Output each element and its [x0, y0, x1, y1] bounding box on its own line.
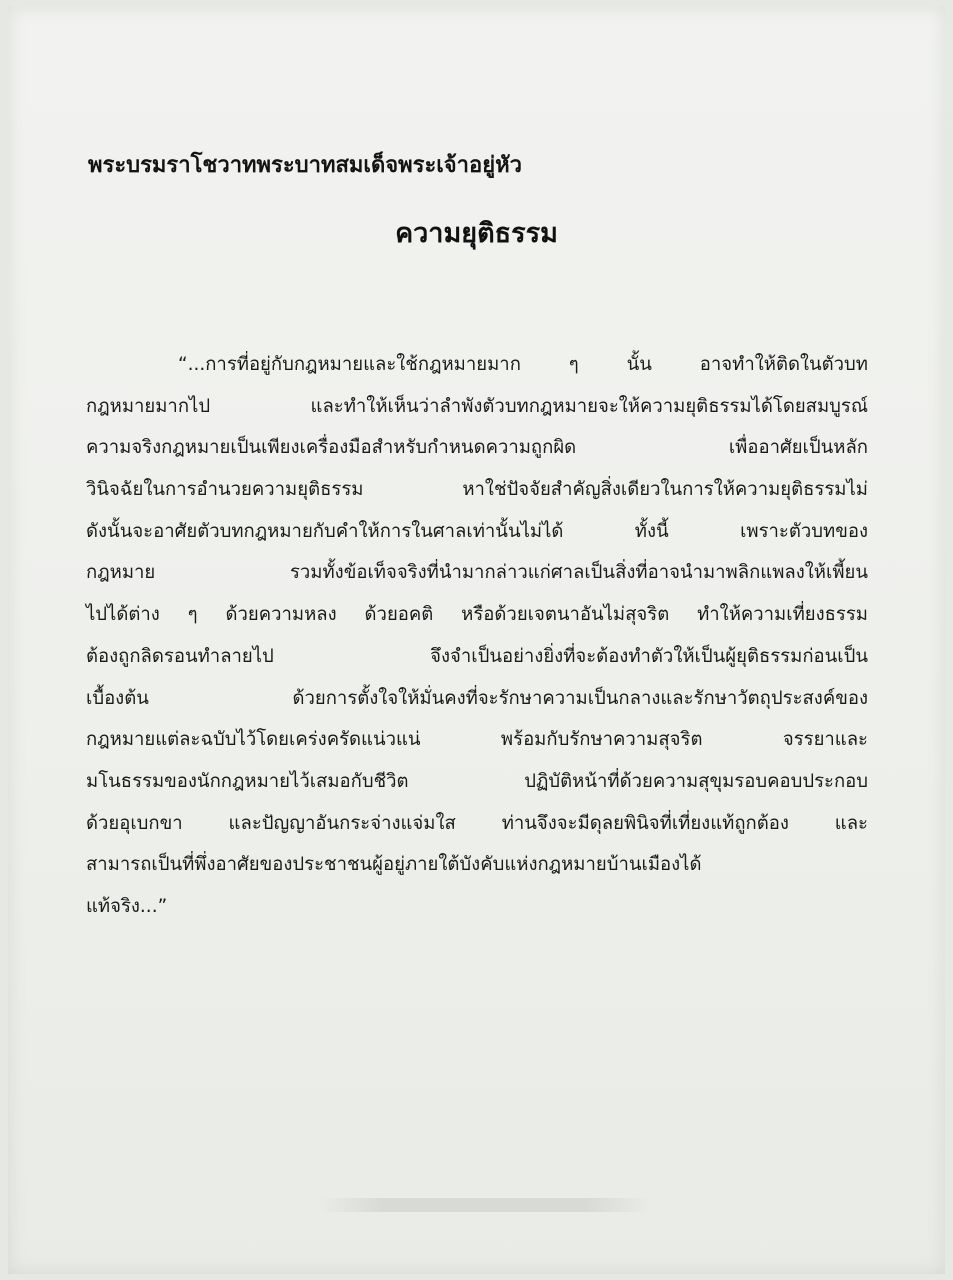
body-line: กฎหมายแต่ละฉบับไว้โดยเคร่งครัดแน่วแน่ พร้อมกับรักษาความสุจริต จรรยาและ — [86, 729, 868, 751]
faded-footer-mark — [320, 1198, 650, 1212]
speech-body — [86, 344, 868, 928]
body-line: ไปได้ต่าง ๆ ด้วยความหลง ด้วยอคติ หรือด้วยเจตนาอันไม่สุจริต ทำให้ความเที่ยงธรรม — [86, 604, 868, 626]
body-line: ความจริงกฎหมายเป็นเพียงเครื่องมือสำหรับกำหนดความถูกผิด เพื่ออาศัยเป็นหลัก — [86, 437, 868, 459]
document-page — [8, 6, 945, 1274]
body-line: มโนธรรมของนักกฎหมายไว้เสมอกับชีวิต ปฏิบัติหน้าที่ด้วยความสุขุมรอบคอบประกอบ — [86, 770, 868, 792]
body-line-last: แท้จริง...” — [86, 895, 168, 917]
body-line: เบื้องต้น ด้วยการตั้งใจให้มั่นคงที่จะรักษาความเป็นกลางและรักษาวัตถุประสงค์ของ — [86, 687, 868, 709]
body-line: ดังนั้นจะอาศัยตัวบทกฎหมายกับคำให้การในศาลเท่านั้นไม่ได้ ทั้งนี้ เพราะตัวบทของ — [86, 520, 868, 542]
body-line: “...การที่อยู่กับกฎหมายและใช้กฎหมายมาก ๆ นั้น อาจทำให้ติดในตัวบท — [178, 354, 868, 375]
body-line: สามารถเป็นที่พึ่งอาศัยของประชาชนผู้อยู่ภายใต้บังคับแห่งกฎหมายบ้านเมืองได้ — [86, 854, 702, 876]
document-title: ความยุติธรรม — [395, 218, 558, 249]
body-line: กฎหมาย รวมทั้งข้อเท็จจริงที่นำมากล่าวแก่ศาลเป็นสิ่งที่อาจนำมาพลิกแพลงให้เพี้ยน — [86, 562, 868, 584]
body-line: วินิจฉัยในการอำนวยความยุติธรรม หาใช่ปัจจัยสำคัญสิ่งเดียวในการให้ความยุติธรรมไม่ — [86, 479, 868, 501]
body-line: ด้วยอุเบกขา และปัญญาอันกระจ่างแจ่มใส ท่านจึงจะมีดุลยพินิจที่เที่ยงแท้ถูกต้อง และ — [86, 812, 868, 834]
body-line: กฎหมายมากไป และทำให้เห็นว่าลำพังตัวบทกฎหมายจะให้ความยุติธรรมได้โดยสมบูรณ์ — [86, 395, 868, 417]
royal-speech-heading: พระบรมราโชวาทพระบาทสมเด็จพระเจ้าอยู่หัว — [88, 153, 522, 178]
body-line: ต้องถูกลิดรอนทำลายไป จึงจำเป็นอย่างยิ่งที่จะต้องทำตัวให้เป็นผู้ยุติธรรมก่อนเป็น — [86, 645, 868, 667]
